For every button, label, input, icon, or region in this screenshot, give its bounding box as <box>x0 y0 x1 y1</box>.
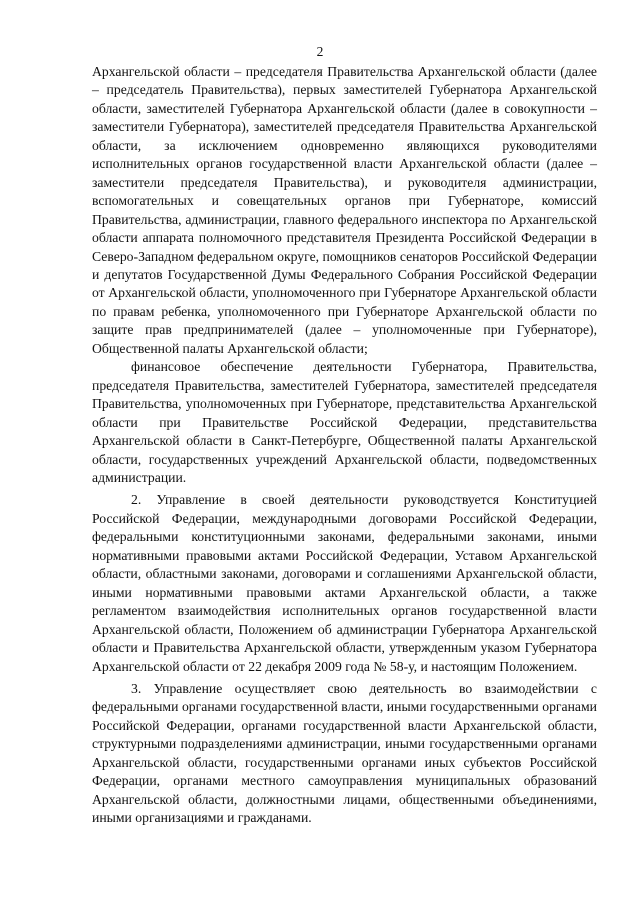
page-number: 2 <box>316 44 324 59</box>
paragraph-clause-3: 3. Управление осуществляет свою деятельность во взаимодействии с федеральными органами государственной власти, иными государственными органами Российской Федерации, органами государственной власти Архангельской области, структурными подразделениями администрации, иными государственными органами Архангельской области, государственными органами иных субъектов Российской Федерации, органами местного самоуправления муниципальных образований Архангельской области, должностными лицами, общественными объединениями, иными организациями и гражданами. <box>92 680 597 826</box>
paragraph-continuation: Архангельской области – председателя Правительства Архангельской области (далее – председатель Правительства), первых заместителей Губернатора Архангельской области, заместителей Губернатора Архангельской области (далее в совокупности – заместители Губернатора), заместителей председателя Правительства Архангельской области, за исключением одновременно являющихся руководителями исполнительных органов государственной власти Архангельской области (далее – заместители председателя Правительства), и руководителя администрации, вспомогательных и совещательных органов при Губернаторе, комиссий Правительства, администрации, главного федерального инспектора по Архангельской области аппарата полномочного представителя Президента Российской Федерации в Северо-Западном федеральном округе, помощников сенаторов Российской Федерации и депутатов Государственной Думы Федерального Собрания Российской Федерации от Архангельской области, уполномоченного при Губернаторе Архангельской области по правам ребенка, уполномоченного при Губернаторе Архангельской области по защите прав предпринимателей (далее – уполномоченные при Губернаторе), Общественной палаты Архангельской области; <box>92 64 597 356</box>
paragraph-clause-2: 2. Управление в своей деятельности руководствуется Конституцией Российской Федерации, международными договорами Российской Федерации, федеральными конституционными законами, федеральными законами, иными нормативными правовыми актами Российской Федерации, Уставом Архангельской области, областными законами, договорами и соглашениями Архангельской области, иными нормативными правовыми актами Архангельской области, а также регламентом взаимодействия исполнительных органов государственной власти Архангельской области, Положением об администрации Губернатора Архангельской области и Правительства Архангельской области, утвержденным указом Губернатора Архангельской области от 22 декабря 2009 года № 58-у, и настоящим Положением. <box>92 492 597 674</box>
paragraph-financial-support: финансовое обеспечение деятельности Губернатора, Правительства, председателя Правительства, заместителей Губернатора, заместителей председателя Правительства, уполномоченных при Губернаторе, представительства Архангельской области при Правительстве Российской Федерации, представительства Архангельской области в Санкт-Петербурге, Общественной палаты Архангельской области, государственных учреждений Архангельской области, подведомственных администрации. <box>92 359 597 485</box>
document-body <box>92 63 597 828</box>
